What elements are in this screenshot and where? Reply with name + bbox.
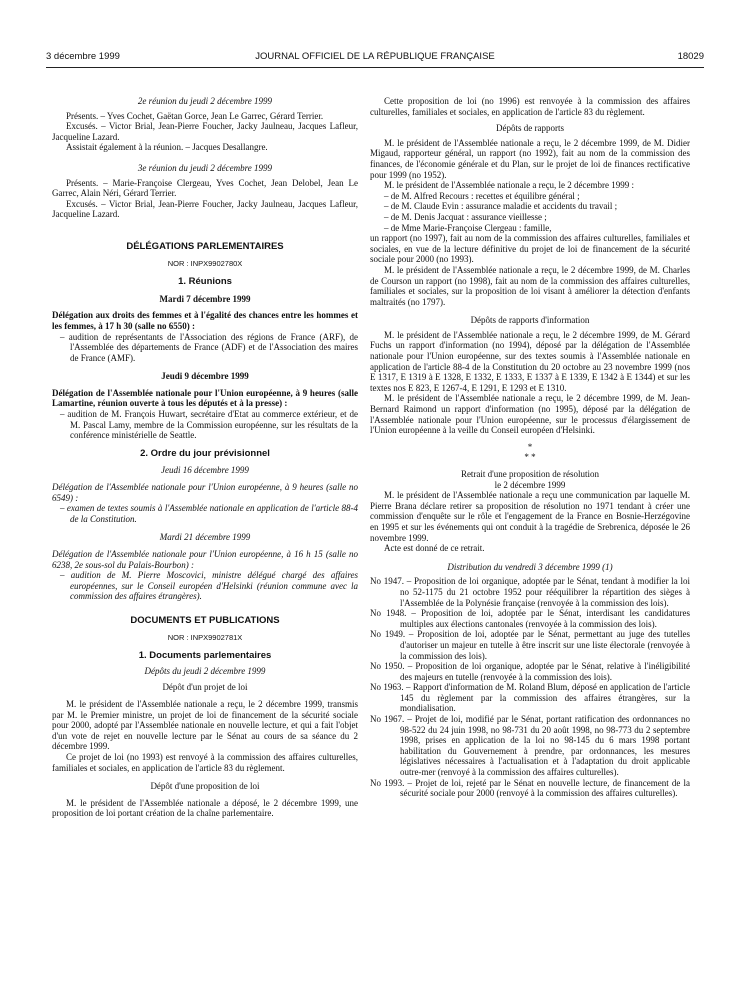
- header-page-number: 18029: [677, 51, 704, 62]
- mardi-21-title: Mardi 21 décembre 1999: [159, 532, 251, 543]
- jeudi-9-delegation: Délégation de l'Assemblée nationale pour l'Union européenne, à 9 heures (salle Lamartine, réunion ouverte à tous les députés et à la presse) :: [52, 387, 358, 409]
- mardi-7-item: – audition de représentants de l'Association des régions de France (ARF), de l'Assemblée des départements de France (ADF) et de l'Association des maires de France (AMF).: [60, 331, 358, 363]
- retrait-p2: Acte est donné de ce retrait.: [384, 543, 485, 554]
- header-rule: [46, 67, 704, 68]
- depot-projet-loi-p1: M. le président de l'Assemblée nationale a reçu, le 2 décembre 1999, transmis par M. le Premier ministre, un projet de loi de financement de la sécurité sociale pour 2000, adopté par l'Assemblée nationale en nouvelle lecture, et qui a fait l'objet d'un vote de rejet en nouvelle lecture par le Sénat au cours de sa séance du 2 décembre 1999.: [52, 698, 358, 752]
- jeudi-16-item: – examen de textes soumis à l'Assemblée nationale en application de l'article 88-4 de la Constitution.: [60, 503, 358, 524]
- documents-parlementaires-heading: 1. Documents parlementaires: [138, 650, 272, 662]
- depot-projet-loi-title: Dépôt d'un projet de loi: [162, 682, 248, 693]
- delegations-nor: NOR : INPX9902780X: [167, 258, 243, 268]
- retrait-p1: M. le président de l'Assemblée nationale a reçu une communication par laquelle M. Pierre Brana déclare retirer sa proposition de résolution no 1971 tendant à créer une commission d'enquête sur le rôle et l'engagement de la France en Bosnie-Herzégovine en 1995 et sur les événements qui ont conduit à la tragédie de Srebrenica, déposée le 26 novembre 1999.: [370, 490, 690, 543]
- rapports-title: Dépôts de rapports: [496, 123, 564, 134]
- depots-title: Dépôts du jeudi 2 décembre 1999: [144, 665, 266, 676]
- mardi-7-title: Mardi 7 décembre 1999: [159, 293, 251, 304]
- distribution-title: Distribution du vendredi 3 décembre 1999 (1): [447, 561, 613, 572]
- jeudi-9-item: – audition de M. François Huwart, secrétaire d'Etat au commerce extérieur, et de M. Pascal Lamy, membre de la Commission européenne, sur les résultats de la conférence ministérielle de Seattle.: [60, 409, 358, 441]
- distribution-item-1993: No 1993. – Projet de loi, rejeté par le Sénat en nouvelle lecture, de financement de la sécurité sociale pour 2000 (renvoyé à la commission des affaires culturelles).: [370, 777, 690, 799]
- rapport-dash-3: – de M. Denis Jacquat : assurance vieillesse ;: [384, 211, 547, 222]
- documents-nor: NOR : INPX9902781X: [167, 632, 243, 642]
- rapport-dash-2: – de M. Claude Evin : assurance maladie et accidents du travail ;: [384, 201, 618, 212]
- jeudi-16-delegation: Délégation de l'Assemblée nationale pour l'Union européenne, à 9 heures (salle no 6549) :: [52, 482, 358, 503]
- separator-stars-top: *: [527, 441, 533, 452]
- left-column: [52, 96, 358, 819]
- distribution-item-1947: No 1947. – Proposition de loi organique, adoptée par le Sénat, tendant à modifier la loi no 52-1175 du 21 octobre 1952 pour rééquilibrer la répartition des sièges à l'Assemblée de la Polynésie française (renvoyée à la commission des lois).: [370, 576, 690, 608]
- jeudi-9-title: Jeudi 9 décembre 1999: [161, 371, 249, 382]
- reunion-3-excuses: Excusés. – Victor Brial, Jean-Pierre Foucher, Jacky Jaulneau, Jacques Lafleur, Jacqueline Lazard.: [52, 198, 358, 220]
- ppl-renvoi: Cette proposition de loi (no 1996) est renvoyée à la commission des affaires culturelles, familiales et sociales, en application de l'article 83 du règlement.: [370, 96, 690, 117]
- distribution-item-1948: No 1948. – Proposition de loi, adoptée par le Sénat, interdisant les candidatures multiples aux élections cantonales (renvoyée à la commission des lois).: [370, 608, 690, 629]
- rapport-information-p1: M. le président de l'Assemblée nationale a reçu, le 2 décembre 1999, de M. Gérard Fuchs un rapport d'information (no 1994), déposé par la délégation de l'Assemblée nationale pour l'Union européenne, sur des textes soumis à l'Assemblée nationale en application de l'article 88-4 de la Constitution du 20 octobre au 23 novembre 1999 (nos E 1317, E 1319 à E 1328, E 1332, E 1333, E 1337 à E 1339, E 1342 à E 1344) et sur les textes nos E 823, E 1267-4, E 1291, E 1293 et E 1310.: [370, 329, 690, 393]
- mardi-7-delegation: Délégation aux droits des femmes et à l'égalité des chances entre les hommes et les femmes, à 17 h 30 (salle no 6550) :: [52, 310, 358, 331]
- reunions-heading: 1. Réunions: [178, 276, 232, 288]
- rapport-p1: M. le président de l'Assemblée nationale a reçu, le 2 décembre 1999, de M. Didier Migaud, rapporteur général, un rapport (no 1992), fait au nom de la commission des finances, de l'économie générale et du Plan, sur le projet de loi de finances rectificative pour 1999 (no 1952).: [370, 137, 690, 180]
- reunion-2-assistait: Assistait également à la réunion. – Jacques Desallangre.: [66, 142, 268, 153]
- rapports-information-title: Dépôts de rapports d'information: [470, 315, 590, 326]
- mardi-21-delegation: Délégation de l'Assemblée nationale pour l'Union européenne, à 16 h 15 (salle no 6238, 2e sous-sol du Palais-Bourbon) :: [52, 549, 358, 570]
- reunion-3-title: 3e réunion du jeudi 2 décembre 1999: [137, 162, 273, 173]
- rapport-dash-4: – de Mme Marie-Françoise Clergeau : famille,: [384, 222, 552, 233]
- distribution-item-1949: No 1949. – Proposition de loi, adoptée par le Sénat, permettant au juge des tutelles d'autoriser un majeur en tutelle à être inscrit sur une liste électorale (renvoyée à la commission des lois).: [370, 629, 690, 661]
- jeudi-16-title: Jeudi 16 décembre 1999: [161, 465, 249, 476]
- rapport-p4: M. le président de l'Assemblée nationale a reçu, le 2 décembre 1999, de M. Charles de Courson un rapport (no 1998), fait au nom de la commission des affaires culturelles, familiales et sociales, sur la proposition de loi visant à améliorer la détection d'enfants maltraités (no 1797).: [370, 264, 690, 307]
- right-column: [370, 96, 690, 799]
- mardi-21-item: – audition de M. Pierre Moscovici, ministre délégué chargé des affaires européennes, sur le Conseil européen d'Helsinki (réunion commune avec la commission des affaires étrangères).: [60, 570, 358, 602]
- distribution-item-1950: No 1950. – Proposition de loi organique, adoptée par le Sénat, relative à l'inéligibilité des majeurs en tutelle (renvoyée à la commission des lois).: [370, 661, 690, 682]
- depot-proposition-loi-title: Dépôt d'une proposition de loi: [150, 781, 260, 792]
- reunion-2-presents: Présents. – Yves Cochet, Gaëtan Gorce, Jean Le Garrec, Gérard Terrier.: [66, 110, 324, 121]
- rapport-dash-1: – de M. Alfred Recours : recettes et équilibre général ;: [384, 190, 580, 201]
- retrait-title-line2: le 2 décembre 1999: [494, 479, 566, 490]
- documents-heading: DOCUMENTS ET PUBLICATIONS: [130, 614, 280, 626]
- distribution-item-1967: No 1967. – Projet de loi, modifié par le Sénat, portant ratification des ordonnances no 98-522 du 24 juin 1998, no 98-731 du 20 août 1998, no 98-773 du 2 septembre 1998, prises en application de la loi no 98-145 du 6 mars 1998 portant habilitation du Gouvernement à prendre, par ordonnances, les mesures législatives nécessaires à l'actualisation et à l'adaptation du droit applicable outre-mer (renvoyé à la commission des affaires culturelles).: [370, 714, 690, 778]
- rapport-information-p2: M. le président de l'Assemblée nationale a reçu, le 2 décembre 1999, de M. Jean-Bernard Raimond un rapport d'information (no 1995), déposé par la délégation de l'Assemblée nationale pour l'Union européenne, sur le processus d'élargissement de l'Union européenne à la veille du Conseil européen d'Helsinki.: [370, 393, 690, 436]
- header-journal-title: JOURNAL OFFICIEL DE LA RÉPUBLIQUE FRANÇAISE: [255, 51, 495, 62]
- page-header: [46, 51, 704, 65]
- reunion-2-excuses: Excusés. – Victor Brial, Jean-Pierre Foucher, Jacky Jaulneau, Jacques Lafleur, Jacqueline Lazard.: [52, 121, 358, 142]
- delegations-heading: DÉLÉGATIONS PARLEMENTAIRES: [126, 240, 284, 252]
- distribution-item-1963: No 1963. – Rapport d'information de M. Roland Blum, déposé en application de l'article 145 du règlement par la commission des affaires étrangères, sur la mondialisation.: [370, 682, 690, 714]
- separator-stars-bottom: * *: [524, 452, 536, 463]
- ordre-du-jour-heading: 2. Ordre du jour prévisionnel: [140, 447, 270, 459]
- header-date: 3 décembre 1999: [46, 51, 120, 62]
- retrait-title-line1: Retrait d'une proposition de résolution: [460, 469, 600, 479]
- depot-projet-loi-p2: Ce projet de loi (no 1993) est renvoyé à la commission des affaires culturelles, familiales et sociales, en application de l'article 83 du règlement.: [52, 751, 358, 773]
- rapport-p2: M. le président de l'Assemblée nationale a reçu, le 2 décembre 1999 :: [384, 180, 635, 191]
- rapport-p3: un rapport (no 1997), fait au nom de la commission des affaires culturelles, familiales et sociales, en vue de la lecture définitive du projet de loi de financement de la sécurité sociale pour 2000 (no 1993).: [370, 233, 690, 265]
- reunion-3-presents: Présents. – Marie-Françoise Clergeau, Yves Cochet, Jean Delobel, Jean Le Garrec, Alain Néri, Gérard Terrier.: [52, 177, 358, 199]
- depot-proposition-loi-p1: M. le président de l'Assemblée nationale a déposé, le 2 décembre 1999, une proposition de loi portant création de la chaîne parlementaire.: [52, 797, 358, 819]
- reunion-2-title: 2e réunion du jeudi 2 décembre 1999: [137, 96, 273, 106]
